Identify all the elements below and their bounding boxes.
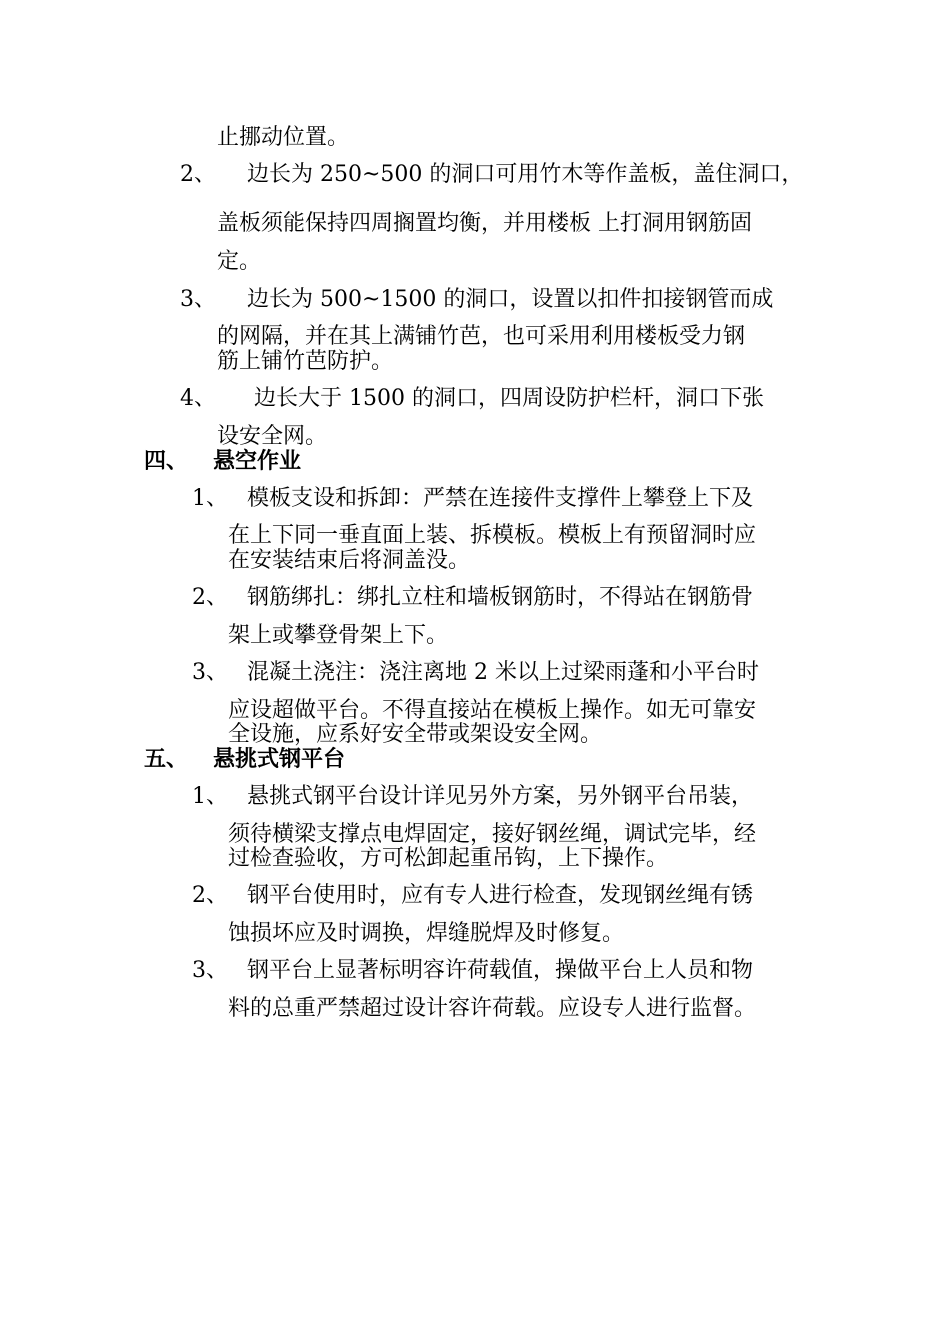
text-line: 钢平台使用时，应有专人进行检查，发现钢丝绳有锈	[247, 883, 754, 908]
text-line: 混凝土浇注：浇注离地 2 米以上过梁雨蓬和小平台时	[247, 660, 759, 685]
section-heading: 悬挑式钢平台	[213, 747, 346, 772]
section-number: 五、	[144, 747, 189, 772]
text-line: 模板支设和拆卸：严禁在连接件支撑件上攀登上下及	[247, 486, 754, 511]
list-number: 1、	[192, 784, 228, 809]
text-line: 边长为 500~1500 的洞口，设置以扣件扣接钢管而成	[247, 287, 774, 312]
text-line: 筋上铺竹芭防护。	[217, 349, 394, 374]
text-line: 蚀损坏应及时调换，焊缝脱焊及时修复。	[228, 921, 625, 946]
text-line: 在上下同一垂直面上装、拆模板。模板上有预留洞时应	[228, 523, 757, 548]
text-line: 悬挑式钢平台设计详见另外方案，另外钢平台吊装，	[247, 784, 754, 809]
list-number: 3、	[192, 958, 228, 983]
text-line: 全设施，应系好安全带或架设安全网。	[228, 722, 603, 747]
text-line: 边长大于 1500 的洞口，四周设防护栏杆，洞口下张	[254, 386, 764, 411]
text-line: 设安全网。	[217, 424, 328, 449]
list-number: 2、	[192, 585, 228, 610]
text-line: 盖板须能保持四周搁置均衡，并用楼板 上打洞用钢筋固	[217, 211, 752, 236]
list-number: 3、	[180, 287, 216, 312]
text-line: 止挪动位置。	[217, 125, 350, 150]
list-number: 2、	[192, 883, 228, 908]
list-number: 4、	[180, 386, 216, 411]
list-number: 3、	[192, 660, 228, 685]
text-line: 料的总重严禁超过设计容许荷载。应设专人进行监督。	[228, 996, 757, 1021]
text-line: 的网隔，并在其上满铺竹芭，也可采用利用楼板受力钢	[217, 324, 746, 349]
text-line: 钢筋绑扎：绑扎立柱和墙板钢筋时，不得站在钢筋骨	[247, 585, 754, 610]
text-line: 应设超做平台。不得直接站在模板上操作。如无可靠安	[228, 698, 757, 723]
text-line: 钢平台上显著标明容许荷载值，操做平台上人员和物	[247, 958, 754, 983]
text-line: 定。	[217, 249, 262, 274]
list-number: 1、	[192, 486, 228, 511]
section-heading: 悬空作业	[213, 449, 302, 474]
section-number: 四、	[144, 449, 189, 474]
text-line: 须待横梁支撑点电焊固定，接好钢丝绳，调试完毕，经	[228, 822, 757, 847]
text-line: 过检查验收，方可松卸起重吊钩，上下操作。	[228, 846, 669, 871]
text-line: 在安装结束后将洞盖没。	[228, 548, 471, 573]
list-number: 2、	[180, 162, 216, 187]
text-line: 架上或攀登骨架上下。	[228, 623, 449, 648]
text-line: 边长为 250~500 的洞口可用竹木等作盖板，盖住洞口，	[247, 162, 804, 187]
